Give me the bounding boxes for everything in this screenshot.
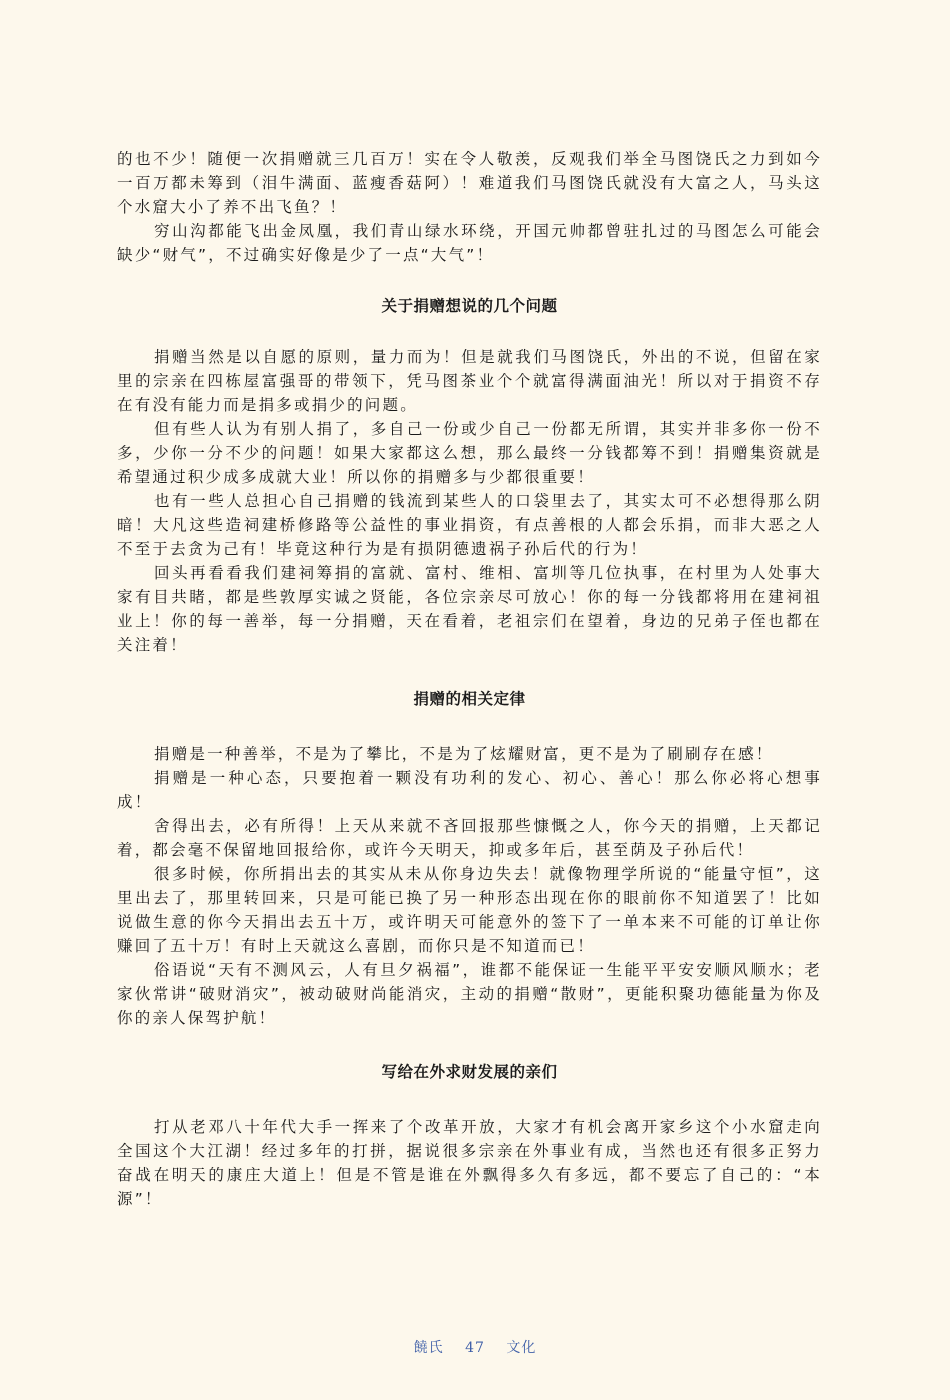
section1-paragraph-1: 捐赠当然是以自愿的原则，量力而为！但是就我们马图饶氏，外出的不说，但留在家里的宗亲在四栋屋富强哥的带领下，凭马图茶业个个就富得满面油光！所以对于捐资不存在有没有能力而是捐多或捐少的问题。 [117, 348, 822, 414]
section2-paragraph-3: 舍得出去，必有所得！上天从来就不吝回报那些慷慨之人，你今天的捐赠，上天都记着，都会毫不保留地回报给你，或许今天明天，抑或多年后，甚至荫及子孙后代！ [117, 817, 822, 859]
page-footer [0, 1337, 950, 1357]
section2-paragraph-4: 很多时候，你所捐出去的其实从未从你身边失去！就像物理学所说的“能量守恒”，这里出去了，那里转回来，只是可能已换了另一种形态出现在你的眼前你不知道罢了！比如说做生意的你今天捐出去五十万，或许明天可能意外的签下了一单本来不可能的订单让你赚回了五十万！有时上天就这么喜剧，而你只是不知道而已！ [117, 865, 822, 955]
section3-paragraph-1: 打从老邓八十年代大手一挥来了个改革开放，大家才有机会离开家乡这个小水窟走向全国这个大江湖！经过多年的打拼，据说很多宗亲在外事业有成，当然也还有很多正努力奋战在明天的康庄大道上！但是不管是谁在外飘得多久有多远，都不要忘了自己的：“本源”！ [117, 1118, 822, 1208]
section-heading-relatives-abroad: 写给在外求财发展的亲们 [381, 1063, 558, 1081]
footer-left-label: 饒氏 [413, 1340, 444, 1356]
section2-paragraph-5: 俗语说“天有不测风云，人有旦夕祸福”，谁都不能保证一生能平平安安顺风顺水；老家伙常讲“破财消灾”，被动破财尚能消灾，主动的捐赠“散财”，更能积聚功德能量为你及你的亲人保驾护航！ [117, 961, 822, 1027]
section2-paragraph-1: 捐赠是一种善举，不是为了攀比，不是为了炫耀财富，更不是为了刷刷存在感！ [154, 745, 774, 763]
section1-paragraph-4: 回头再看看我们建祠筹捐的富就、富村、维相、富圳等几位执事，在村里为人处事大家有目共睹，都是些敦厚实诚之贤能，各位宗亲尽可放心！你的每一分钱都将用在建祠祖业上！你的每一善举，每一分捐赠，天在看着，老祖宗们在望着，身边的兄弟子侄也都在关注着！ [117, 564, 822, 654]
page-number: 47 [465, 1340, 485, 1356]
article-body [117, 147, 822, 1211]
intro-paragraph-2: 穷山沟都能飞出金凤凰，我们青山绿水环绕，开国元帅都曾驻扎过的马图怎么可能会缺少“财气”，不过确实好像是少了一点“大气”！ [117, 222, 822, 264]
section-heading-donation-questions: 关于捐赠想说的几个问题 [381, 297, 558, 315]
intro-paragraph-1: 的也不少！随便一次捐赠就三几百万！实在令人敬羡，反观我们举全马图饶氏之力到如今一百万都未筹到（泪牛满面、蓝瘦香菇阿）！难道我们马图饶氏就没有大富之人，马头这个水窟大小了养不出飞鱼？！ [117, 150, 822, 216]
footer-right-label: 文化 [506, 1340, 537, 1356]
section2-paragraph-2: 捐赠是一种心态，只要抱着一颗没有功利的发心、初心、善心！那么你必将心想事成！ [117, 769, 822, 811]
section1-paragraph-2: 但有些人认为有别人捐了，多自己一份或少自己一份都无所谓，其实并非多你一份不多，少你一分不少的问题！如果大家都这么想，那么最终一分钱都筹不到！捐赠集资就是希望通过积少成多成就大业！所以你的捐赠多与少都很重要！ [117, 420, 822, 486]
section1-paragraph-3: 也有一些人总担心自己捐赠的钱流到某些人的口袋里去了，其实太可不必想得那么阴暗！大凡这些造祠建桥修路等公益性的事业捐资，有点善根的人都会乐捐，而非大恶之人不至于去贪为己有！毕竟这种行为是有损阴德遗祸子孙后代的行为！ [117, 492, 822, 558]
section-heading-donation-laws: 捐赠的相关定律 [413, 690, 526, 708]
